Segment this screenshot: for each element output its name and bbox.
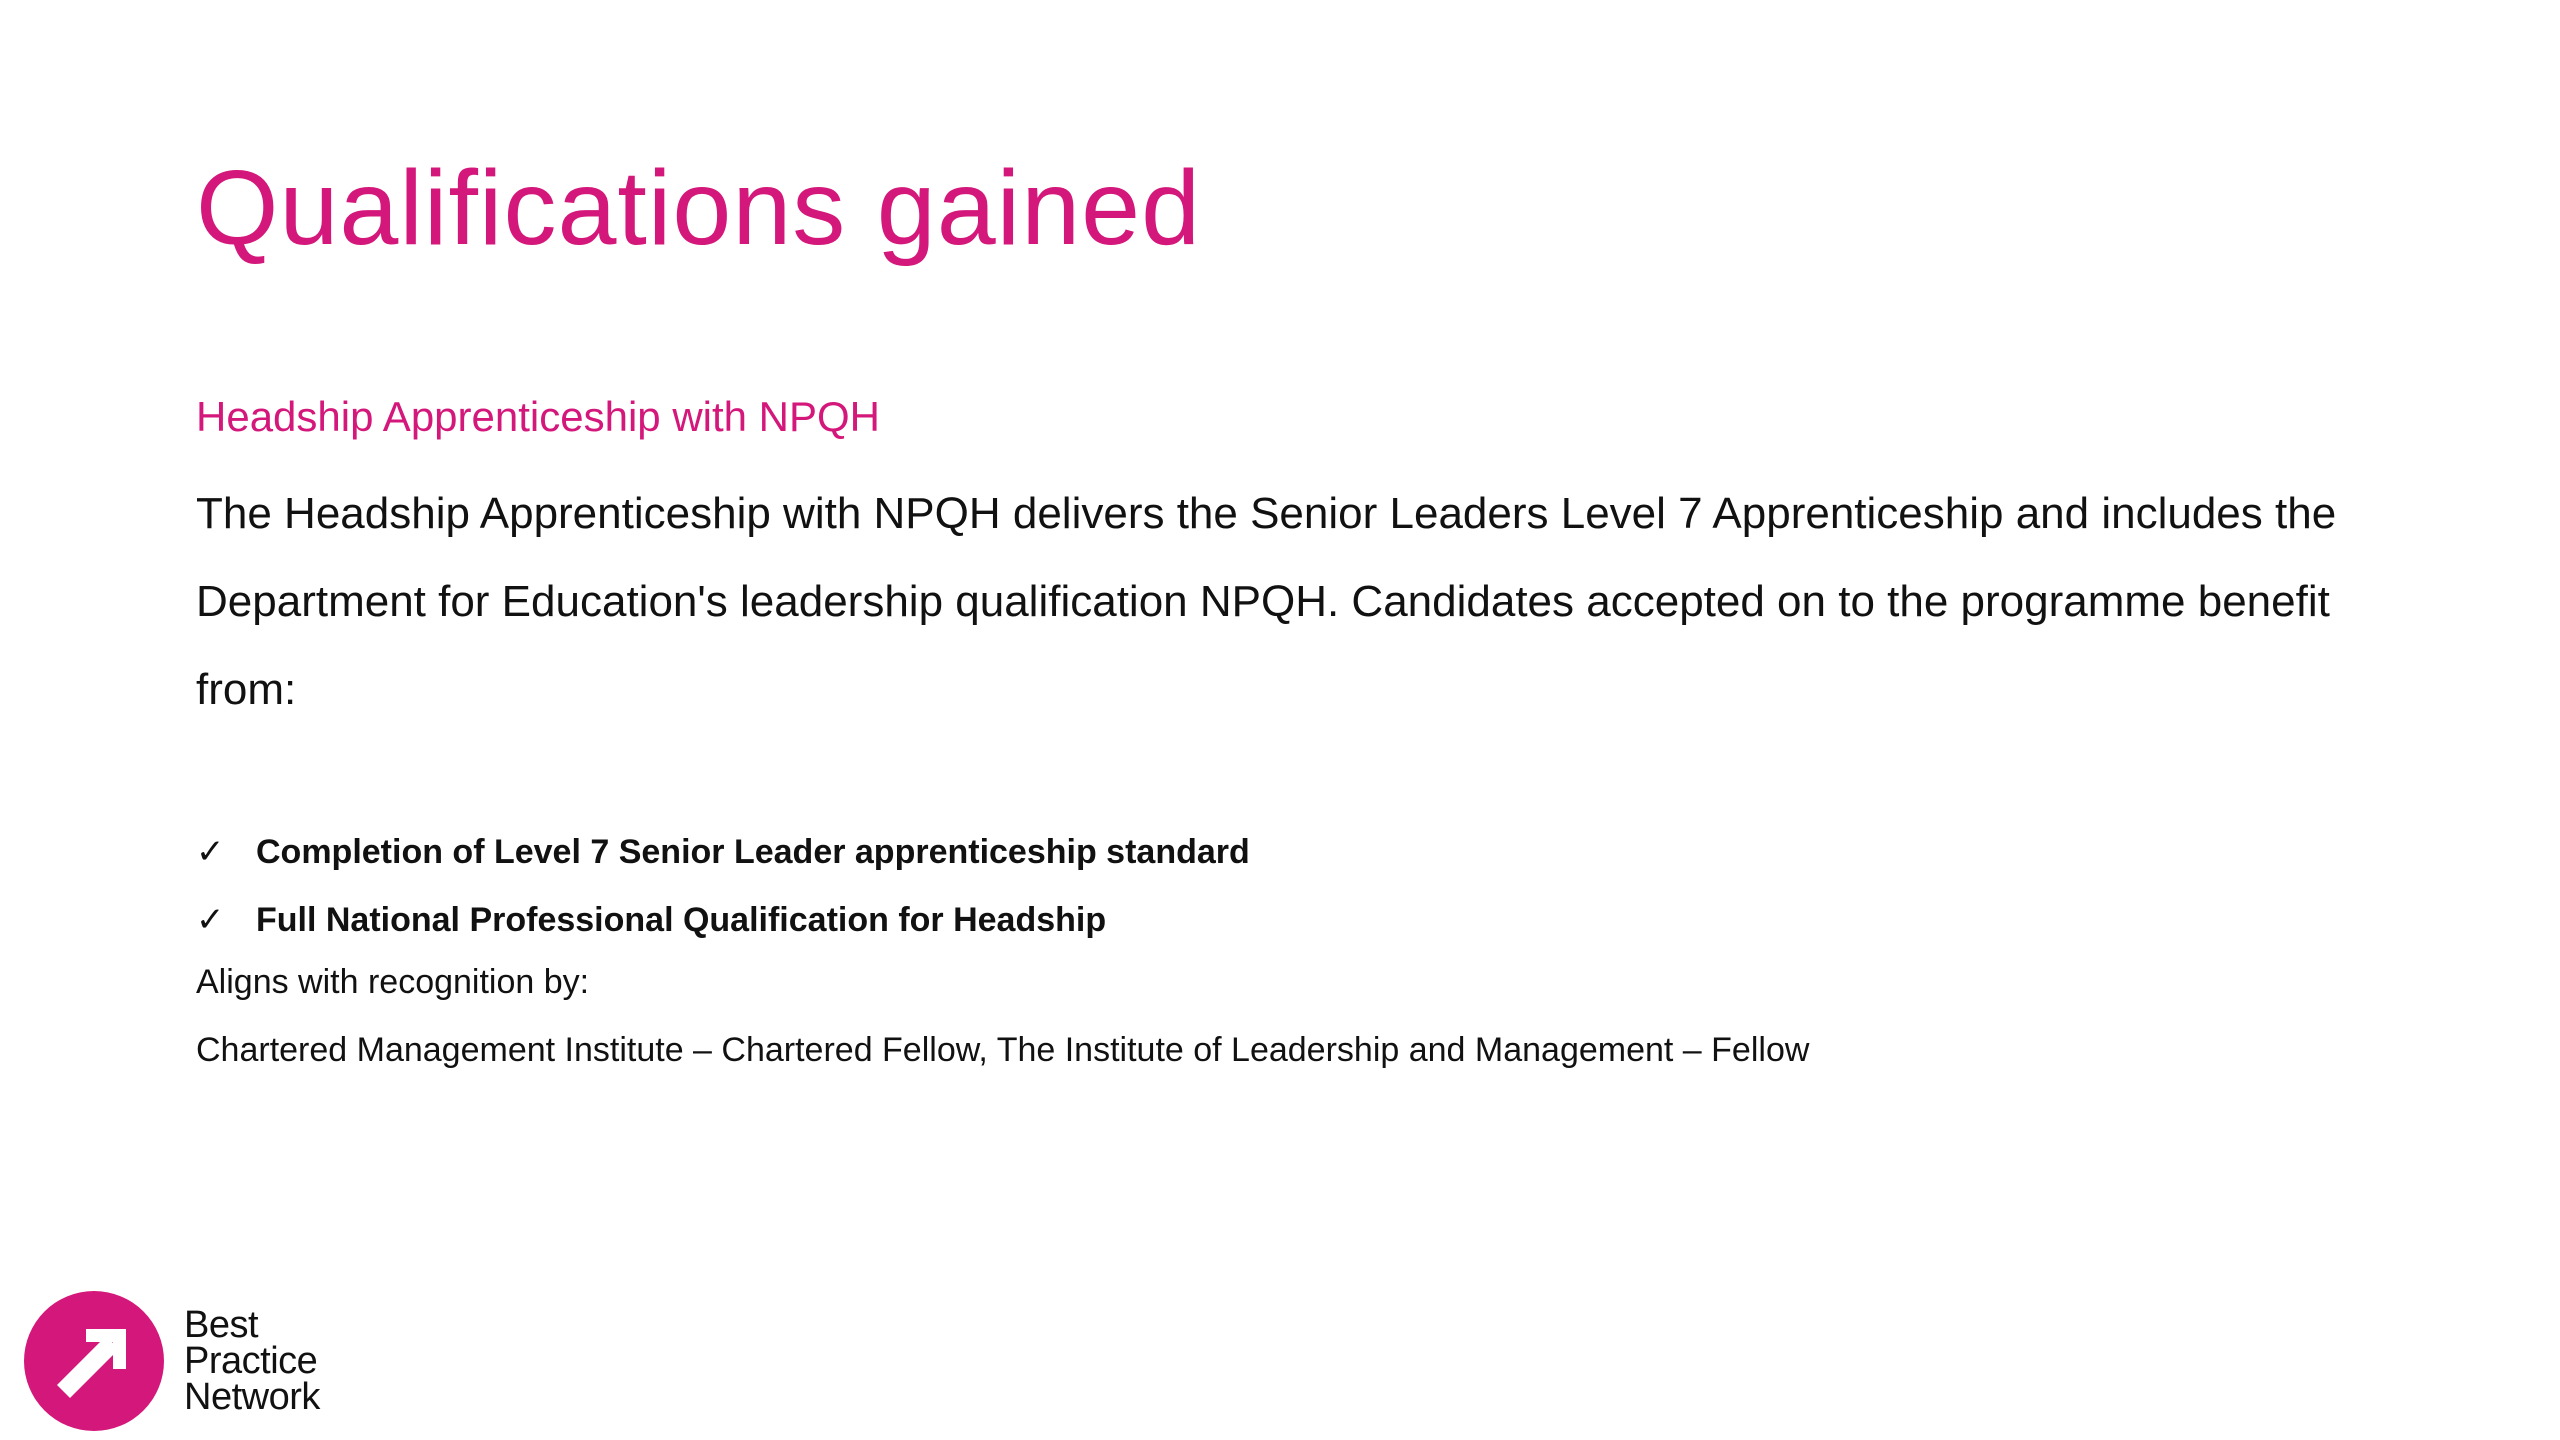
benefits-checklist <box>196 818 1250 954</box>
recognition-text: Chartered Management Institute – Chartered Fellow, The Institute of Leadership and Management – Fellow <box>196 1031 1810 1069</box>
logo-wordmark <box>184 1304 320 1418</box>
check-icon: ✓ <box>196 833 225 871</box>
page-title: Qualifications gained <box>196 149 1202 267</box>
checklist-item <box>196 886 1250 954</box>
checklist-item-text: Full National Professional Qualification for Headship <box>256 900 1107 939</box>
brand-logo <box>24 1290 320 1432</box>
arrow-up-right-icon <box>24 1291 164 1431</box>
logo-line-2: Practice <box>184 1340 318 1382</box>
checklist-item <box>196 818 1250 886</box>
body-paragraph: The Headship Apprenticeship with NPQH delivers the Senior Leaders Level 7 Apprenticeship and includes the Department for Education's leadership qualification NPQH. Candidates accepted on to the programme benefit from: <box>196 489 2337 714</box>
logo-line-3: Network <box>184 1376 320 1418</box>
logo-line-1: Best <box>184 1304 259 1346</box>
check-icon: ✓ <box>196 901 225 939</box>
section-subheading: Headship Apprenticeship with NPQH <box>196 393 881 440</box>
checklist-item-text: Completion of Level 7 Senior Leader apprenticeship standard <box>256 832 1250 871</box>
aligns-label: Aligns with recognition by: <box>196 963 590 1001</box>
